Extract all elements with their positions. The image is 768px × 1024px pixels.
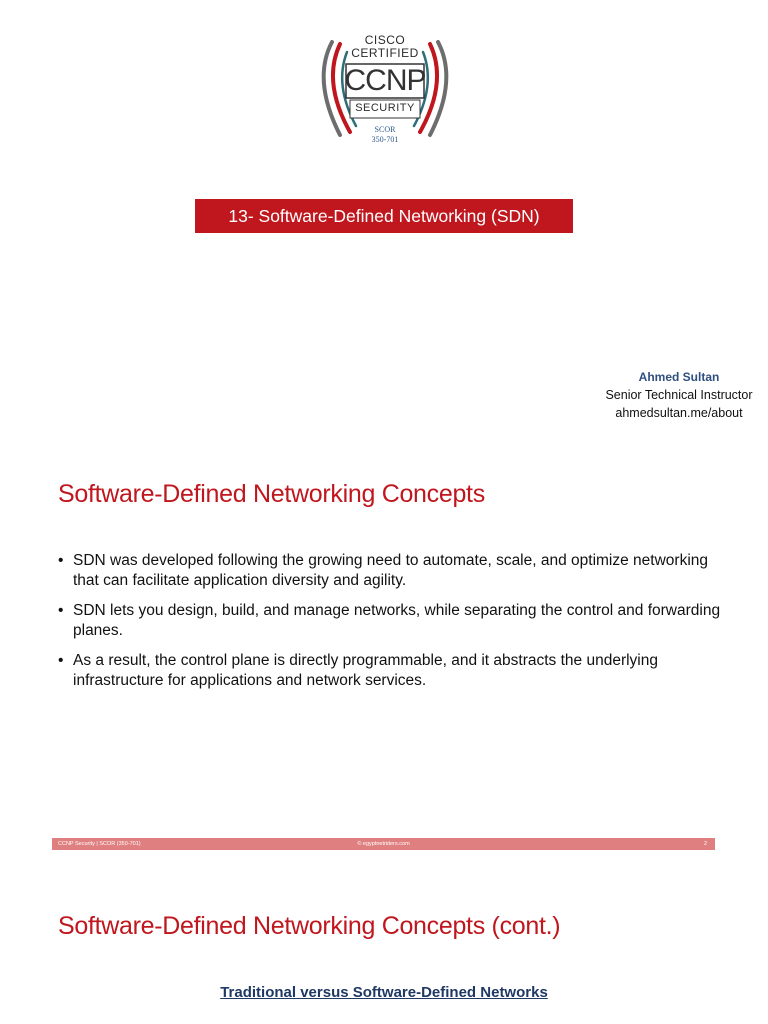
logo-ccnp-text: CCNP [344, 64, 426, 97]
logo-scor-text: SCOR [374, 125, 396, 134]
bullet-list [58, 551, 728, 701]
slide-subtitle: Traditional versus Software-Defined Networks [220, 984, 548, 1001]
footer-course-label: CCNP Security | SCOR (350-701) [58, 841, 141, 847]
slide-title-banner: 13- Software-Defined Networking (SDN) [195, 199, 573, 233]
logo-security-text: SECURITY [355, 102, 415, 114]
author-block [590, 368, 768, 422]
logo-exam-number-text: 350-701 [371, 135, 399, 144]
footer-copyright: © egyptnetriders.com [357, 841, 410, 847]
logo-cisco-text: CISCO [364, 33, 406, 47]
author-role: Senior Technical Instructor [605, 388, 753, 402]
bullet-item: • As a result, the control plane is directly programmable, and it abstracts the underlying infrastructure for applications and network services. [58, 651, 728, 691]
section-heading: Software-Defined Networking Concepts [58, 480, 485, 508]
bullet-item: • SDN was developed following the growing need to automate, scale, and optimize networking that can facilitate application diversity and agility. [58, 551, 728, 591]
slide-footer-bar [52, 838, 715, 850]
footer-page-number: 2 [703, 841, 707, 847]
ccnp-security-logo [310, 30, 460, 155]
author-name: Ahmed Sultan [638, 370, 720, 384]
section-heading-cont: Software-Defined Networking Concepts (cont.) [58, 912, 561, 940]
logo-certified-text: CERTIFIED [351, 46, 419, 60]
bullet-item: • SDN lets you design, build, and manage networks, while separating the control and forwarding planes. [58, 601, 728, 641]
author-link[interactable]: ahmedsultan.me/about [615, 406, 743, 420]
